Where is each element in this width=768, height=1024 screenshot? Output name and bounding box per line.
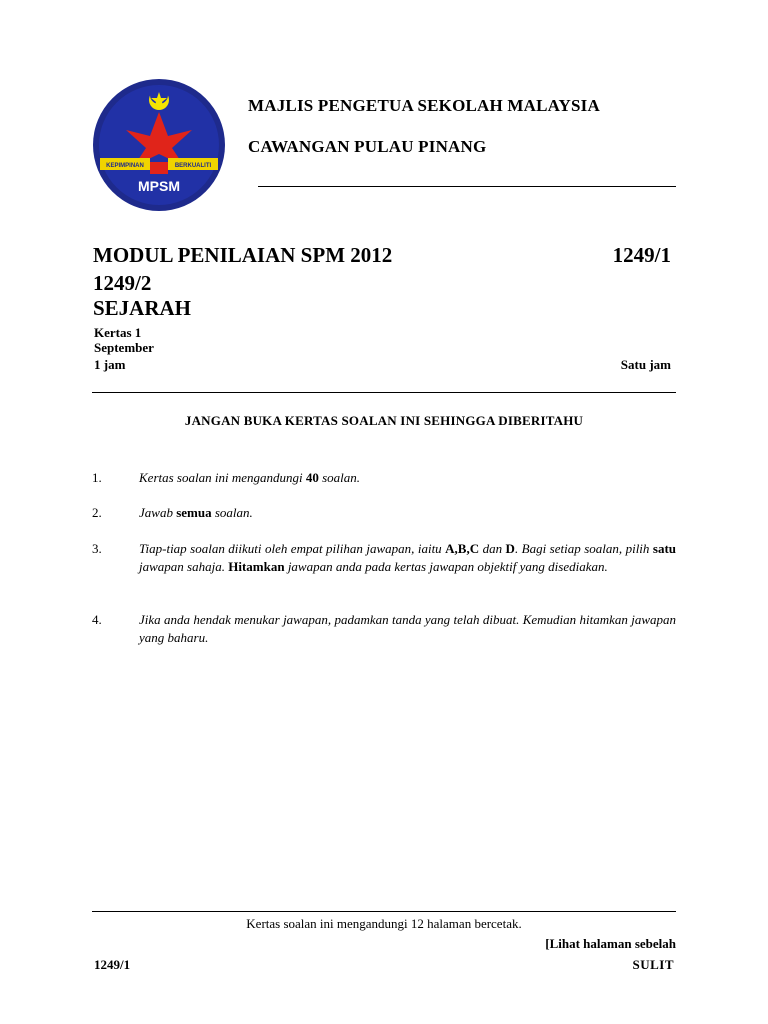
subject-title: SEJARAH: [93, 296, 192, 320]
duration: 1 jam: [94, 357, 126, 372]
paper-label: Kertas 1: [94, 325, 142, 340]
org-branch: CAWANGAN PULAU PINANG: [248, 137, 487, 156]
classification-label: SULIT: [632, 957, 674, 972]
paper-code: 1249/1: [612, 243, 671, 267]
instruction-item: 3. Tiap-tiap soalan diikuti oleh empat pilihan jawapan, iaitu A,B,C dan D. Bagi setiap soalan, pilih satu jawapan sahaja. Hitamkan jawapan anda pada kertas jawapan objektif yang disediakan.: [92, 541, 677, 574]
instruction-item: 1. Kertas soalan ini mengandungi 40 soalan.: [92, 470, 361, 485]
footer-code: 1249/1: [94, 957, 131, 972]
exam-month: September: [94, 340, 154, 355]
logo-banner-right: BERKUALITI: [174, 163, 212, 169]
next-page-note: [Lihat halaman sebelah: [545, 936, 676, 951]
instruction-item: 4. Jika anda hendak menukar jawapan, padamkan tanda yang telah dibuat. Kemudian hitamkan jawapan yang baharu.: [92, 612, 676, 645]
org-name: MAJLIS PENGETUA SEKOLAH MALAYSIA: [248, 96, 600, 115]
instruction-number: 1.: [92, 470, 102, 485]
footer-rule: [92, 911, 676, 912]
instruction-number: 2.: [92, 505, 102, 520]
header-rule: [258, 186, 676, 187]
exam-title: MODUL PENILAIAN SPM 2012: [93, 243, 393, 267]
mpsm-logo: [92, 78, 226, 212]
logo-banner-left: KEPIMPINAN: [106, 163, 144, 169]
instruction-number: 4.: [92, 612, 102, 627]
instruction-item: 2. Jawab semua soalan.: [92, 505, 253, 520]
duration-words: Satu jam: [620, 357, 671, 372]
instruction-number: 3.: [92, 541, 102, 556]
divider: [92, 392, 676, 393]
logo-acronym: MPSM: [138, 178, 180, 194]
warning-notice: JANGAN BUKA KERTAS SOALAN INI SEHINGGA DIBERITAHU: [184, 413, 584, 428]
paper-code-second: 1249/2: [93, 271, 152, 295]
page-count-note: Kertas soalan ini mengandungi 12 halaman bercetak.: [246, 916, 522, 931]
